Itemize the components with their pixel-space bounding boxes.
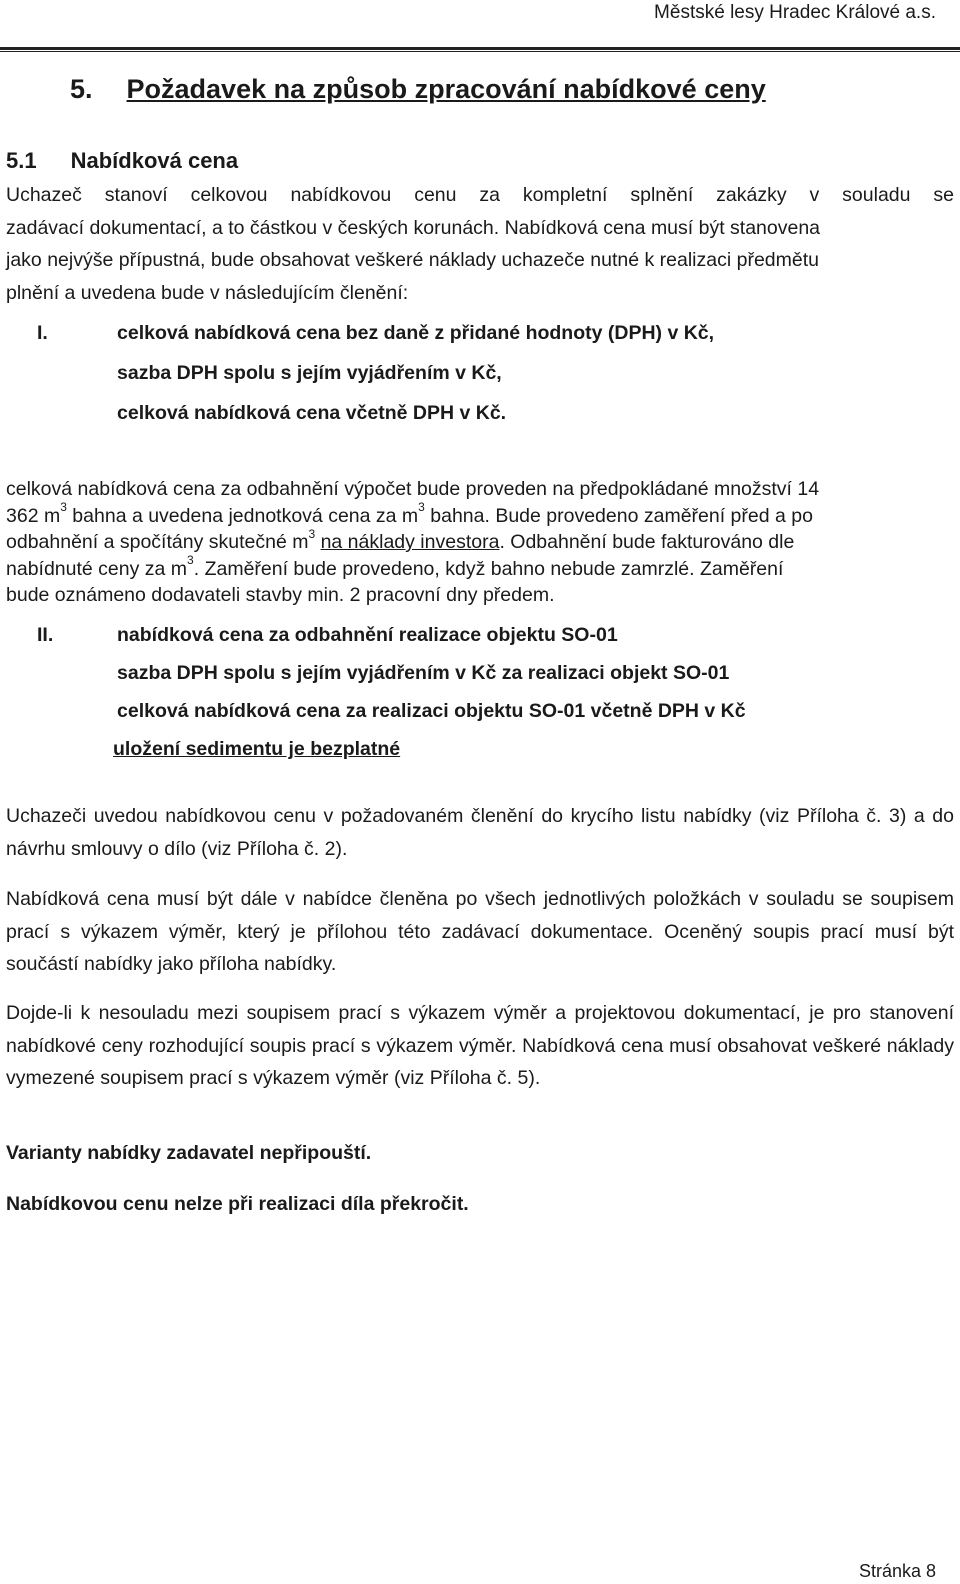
price-breakdown-item-2 <box>0 624 960 764</box>
dredging-paragraph: celková nabídková cena za odbahnění výpočet bude proveden na předpokládané množství 14 362 $m^3$ bahna a uvedena jednotková cena za $m^3$ bahna. Bude provedeno zaměření před a po odbahnění a spočítány skutečné $m^3$ na náklady investora. Odbahnění bude fakturováno dle nabídnuté ceny za $m^3$. Zaměření bude provedeno, když bahno nebude zamrzlé. Zaměření bude oznámeno dodavateli stavby min. 2 pracovní dny předem. <box>6 478 820 606</box>
section-heading <box>70 72 766 106</box>
item-1-line: celková nabídková cena bez daně z přidané hodnoty (DPH) v Kč, <box>117 322 715 344</box>
header-divider-thin <box>0 51 960 52</box>
subsection-title: Nabídková cena <box>70 148 239 173</box>
paragraph-offer-sheet: Uchazeči uvedou nabídkovou cenu v požadovaném členění do krycího listu nabídky (viz Příloha č. 3) a do návrhu smlouvy o dílo (viz Příloha č. 2). <box>6 805 954 860</box>
item-1-numeral: I. <box>37 322 48 344</box>
item-2-line: celková nabídková cena za realizaci objektu SO-01 včetně DPH v Kč <box>117 700 746 722</box>
paragraph-discrepancy: Dojde-li k nesouladu mezi soupisem prací s výkazem výměr a projektovou dokumentací, je pro stanovení nabídkové ceny rozhodující soupis prací s výkazem výměr. Nabídková cena musí obsahovat veškeré náklady vymezené soupisem prací s výkazem výměr (viz Příloha č. 5). <box>6 1002 954 1089</box>
paragraph-no-variants: Varianty nabídky zadavatel nepřipouští. <box>6 1142 372 1164</box>
paragraph-itemized-pricing: Nabídková cena musí být dále v nabídce členěna po všech jednotlivých položkách v souladu se soupisem prací s výkazem výměr, který je přílohou této zadávací dokumentace. Oceněný soupis prací musí být součástí nabídky jako příloha nabídky. <box>6 888 954 975</box>
subsection-heading <box>6 146 238 176</box>
item-1-line: celková nabídková cena včetně DPH v Kč. <box>117 402 507 424</box>
intro-line-4: plnění a uvedena bude v následujícím členění: <box>6 281 409 304</box>
intro-paragraph <box>6 179 954 309</box>
page-header-title: Městské lesy Hradec Králové a.s. <box>654 2 936 23</box>
price-breakdown-item-1 <box>0 322 960 432</box>
item-1-line: sazba DPH spolu s jejím vyjádřením v Kč, <box>117 362 502 384</box>
section-title: Požadavek na způsob zpracování nabídkové ceny <box>126 74 766 104</box>
intro-line-2: zadávací dokumentací, a to částkou v českých korunách. Nabídková cena musí být stanovena <box>6 216 821 239</box>
page-number: Stránka 8 <box>858 1561 936 1581</box>
sediment-note: uložení sedimentu je bezplatné <box>113 738 401 760</box>
paragraph-price-cap: Nabídkovou cenu nelze při realizaci díla překročit. <box>6 1193 469 1215</box>
subsection-number: 5.1 <box>6 148 37 173</box>
intro-line-3: jako nejvýše přípustná, bude obsahovat veškeré náklady uchazeče nutné k realizaci předmětu <box>6 249 819 271</box>
item-2-line: sazba DPH spolu s jejím vyjádřením v Kč za realizaci objekt SO-01 <box>117 662 730 684</box>
intro-line-1: Uchazeč stanoví celkovou nabídkovou cenu za kompletní splnění zakázky v souladu se <box>6 184 954 206</box>
investor-costs-text: na náklady investora <box>320 531 500 553</box>
header-divider <box>0 47 960 50</box>
item-2-line: nabídková cena za odbahnění realizace objektu SO-01 <box>117 624 618 646</box>
section-number: 5. <box>70 74 93 104</box>
item-2-numeral: II. <box>37 624 54 646</box>
